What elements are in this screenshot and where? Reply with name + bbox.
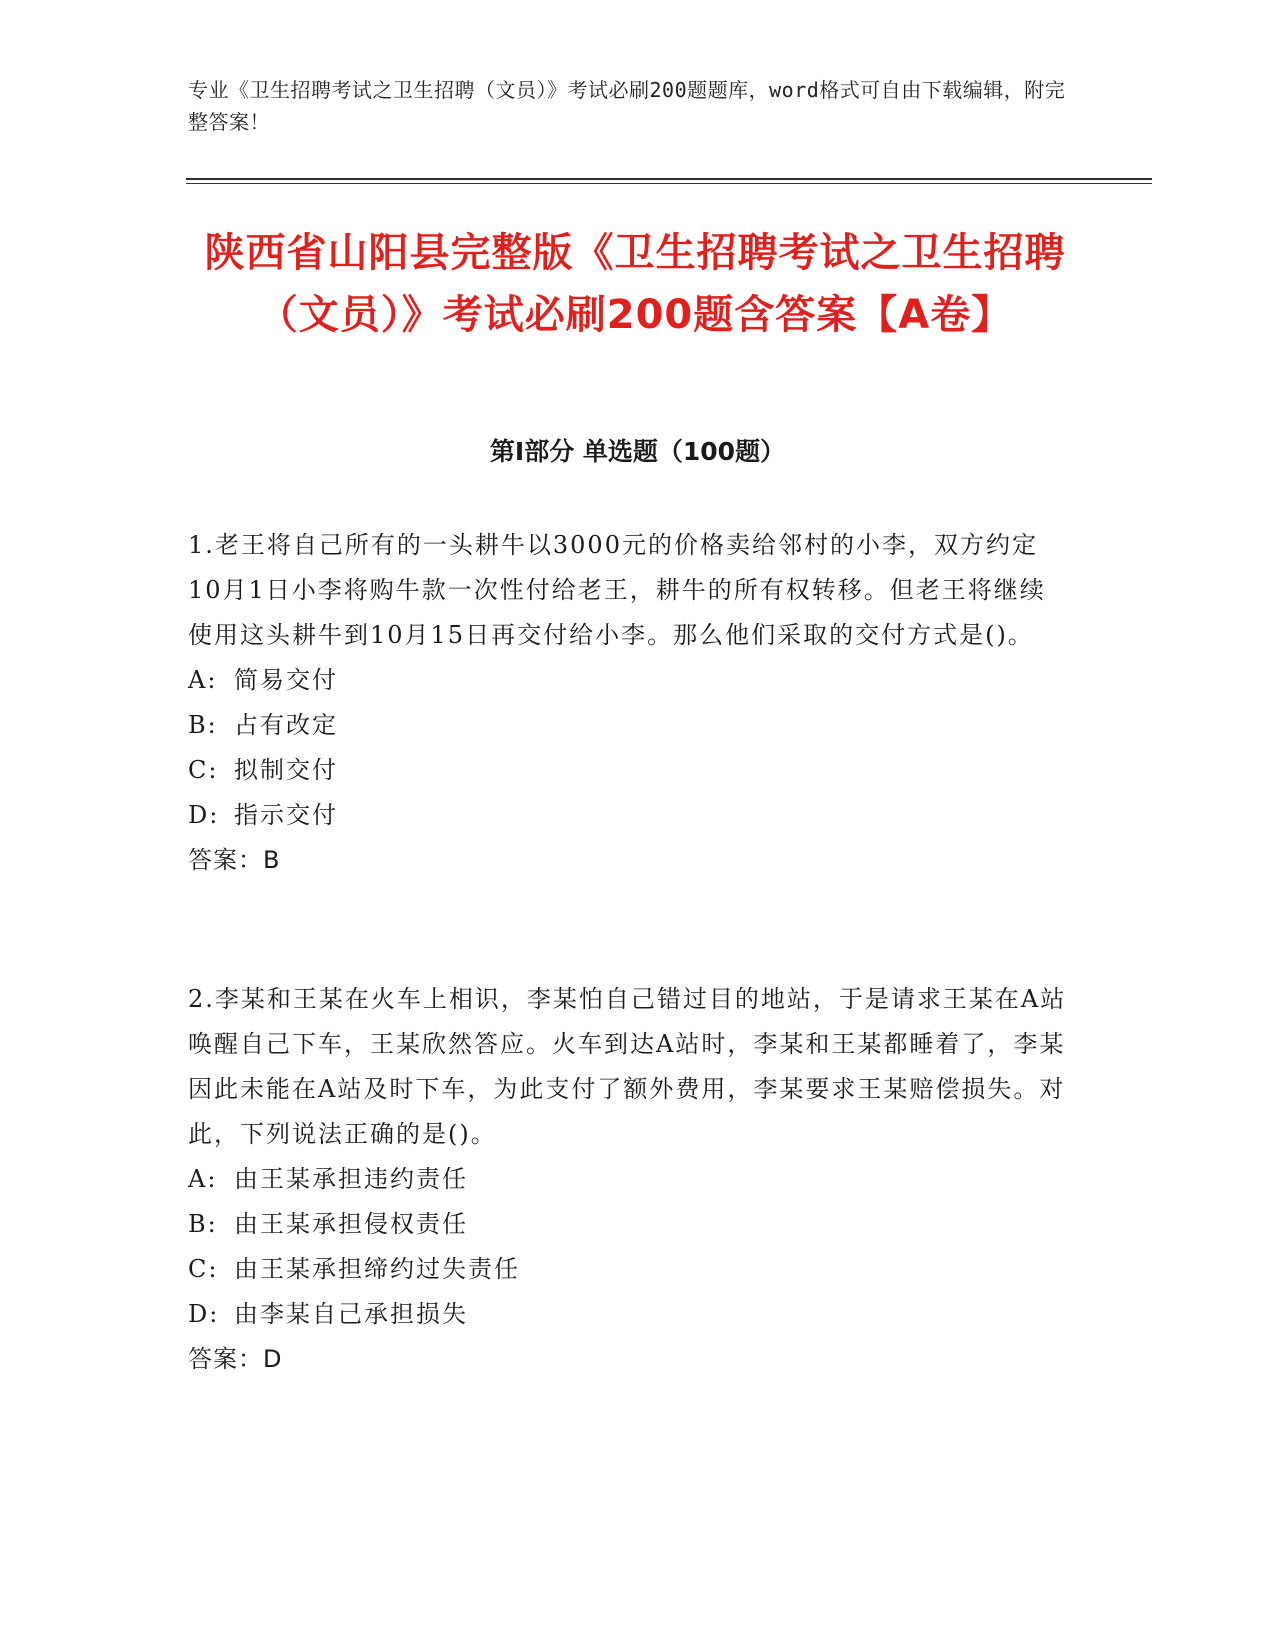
header-note: 专业《卫生招聘考试之卫生招聘（文员）》考试必刷200题题库，word格式可自由下载编辑，附完整答案！	[188, 78, 1066, 134]
option-d	[188, 793, 1068, 838]
option-c	[188, 1247, 1068, 1292]
answer-label: 答案：B	[188, 846, 281, 874]
question-stem: 1.老王将自己所有的一头耕牛以3000元的价格卖给邻村的小李，双方约定10月1日小李将购牛款一次性付给老王，耕牛的所有权转移。但老王将继续使用这头耕牛到10月15日再交付给小李。那么他们采取的交付方式是()。	[188, 531, 1046, 649]
document-title: 陕西省山阳县完整版《卫生招聘考试之卫生招聘（文员）》考试必刷200题含答案【A卷】	[204, 230, 1066, 338]
option-text: 指示交付	[234, 801, 338, 829]
option-text: 由王某承担侵权责任	[234, 1210, 468, 1238]
option-key: A:	[188, 666, 218, 694]
option-text: 由王某承担缔约过失责任	[234, 1255, 520, 1283]
header-divider-thick	[186, 178, 1152, 180]
option-text: 简易交付	[234, 666, 338, 694]
option-d	[188, 1292, 1068, 1337]
question-2	[188, 977, 1068, 1382]
question-1	[188, 523, 1068, 883]
option-b	[188, 1202, 1068, 1247]
option-c	[188, 748, 1068, 793]
option-b	[188, 703, 1068, 748]
answer-label: 答案：D	[188, 1345, 283, 1373]
option-key: B:	[188, 711, 218, 739]
question-stem: 2.李某和王某在火车上相识，李某怕自己错过目的地站，于是请求王某在A站唤醒自己下车，王某欣然答应。火车到达A站时，李某和王某都睡着了，李某因此未能在A站及时下车，为此支付了额外费用，李某要求王某赔偿损失。对此，下列说法正确的是()。	[188, 985, 1067, 1148]
option-key: D:	[188, 1300, 220, 1328]
option-key: A:	[188, 1165, 218, 1193]
option-key: C:	[188, 1255, 219, 1283]
section-title: 第Ⅰ部分 单选题（100题）	[489, 437, 786, 466]
option-key: B:	[188, 1210, 218, 1238]
option-key: C:	[188, 756, 219, 784]
header-divider-thin	[186, 183, 1152, 184]
option-text: 拟制交付	[234, 756, 338, 784]
option-key: D:	[188, 801, 220, 829]
option-text: 由王某承担违约责任	[234, 1165, 468, 1193]
option-a	[188, 1157, 1068, 1202]
option-text: 由李某自己承担损失	[234, 1300, 468, 1328]
option-text: 占有改定	[234, 711, 338, 739]
option-a	[188, 658, 1068, 703]
